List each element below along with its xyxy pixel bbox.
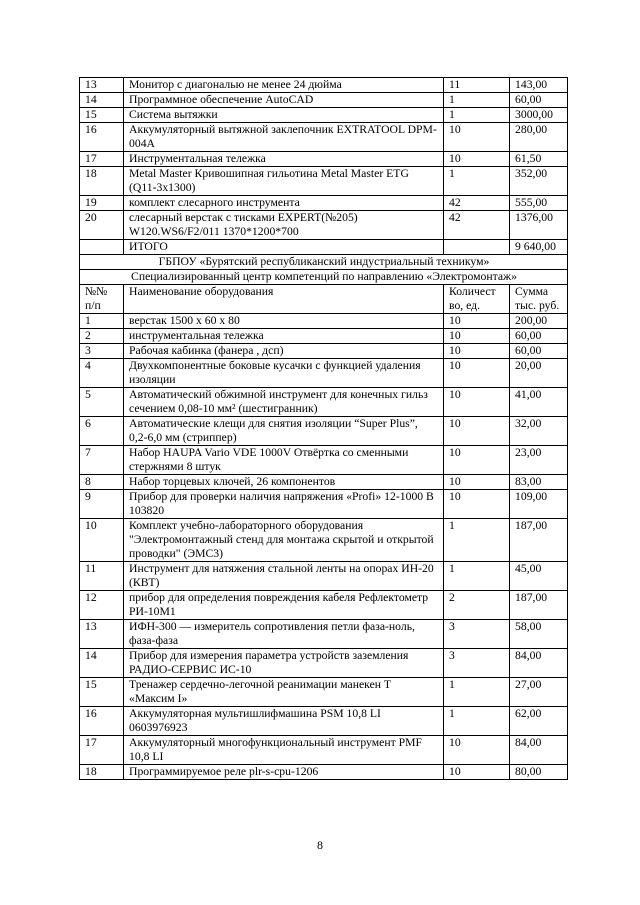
quantity: 3 bbox=[444, 620, 510, 649]
table-row bbox=[80, 475, 568, 490]
equipment-name: Монитор с диагональю не менее 24 дюйма bbox=[124, 78, 444, 93]
quantity: 10 bbox=[444, 490, 510, 519]
table-row bbox=[80, 707, 568, 736]
organization-title-row bbox=[80, 255, 568, 270]
equipment-name: комплект слесарного инструмента bbox=[124, 196, 444, 211]
table-row bbox=[80, 359, 568, 388]
table-row bbox=[80, 765, 568, 780]
equipment-name: Система вытяжки bbox=[124, 108, 444, 123]
quantity: 10 bbox=[444, 446, 510, 475]
row-number: 16 bbox=[80, 123, 124, 152]
table-row bbox=[80, 562, 568, 591]
quantity: 10 bbox=[444, 359, 510, 388]
equipment-name: Аккумуляторная мультишлифмашина PSM 10,8 LI 0603976923 bbox=[124, 707, 444, 736]
sum: 3000,00 bbox=[510, 108, 568, 123]
table-row bbox=[80, 490, 568, 519]
table-row bbox=[80, 649, 568, 678]
quantity: 1 bbox=[444, 519, 510, 562]
table-row bbox=[80, 519, 568, 562]
center-title-row bbox=[80, 270, 568, 285]
table-row bbox=[80, 344, 568, 359]
quantity: 10 bbox=[444, 344, 510, 359]
row-number: 8 bbox=[80, 475, 124, 490]
row-number: 11 bbox=[80, 562, 124, 591]
equipment-name: Автоматические клещи для снятия изоляции “Super Plus”, 0,2-6,0 мм (стриппер) bbox=[124, 417, 444, 446]
row-number: 16 bbox=[80, 707, 124, 736]
sum: 555,00 bbox=[510, 196, 568, 211]
header-quantity: Количест во, ед. bbox=[444, 285, 510, 314]
table-row bbox=[80, 388, 568, 417]
header-sum: Сумма тыс. руб. bbox=[510, 285, 568, 314]
table-row bbox=[80, 591, 568, 620]
quantity: 10 bbox=[444, 314, 510, 329]
row-number: 10 bbox=[80, 519, 124, 562]
row-number: 17 bbox=[80, 736, 124, 765]
table-row bbox=[80, 329, 568, 344]
quantity: 10 bbox=[444, 765, 510, 780]
sum: 352,00 bbox=[510, 167, 568, 196]
quantity: 42 bbox=[444, 196, 510, 211]
equipment-name: прибор для определения повреждения кабеля Рефлектометр РИ-10М1 bbox=[124, 591, 444, 620]
table-row bbox=[80, 314, 568, 329]
equipment-name: Инструмент для натяжения стальной ленты на опорах ИН-20 (КВТ) bbox=[124, 562, 444, 591]
sum: 109,00 bbox=[510, 490, 568, 519]
equipment-name: Аккумуляторный вытяжной заклепочник EXTRATOOL DPM-004A bbox=[124, 123, 444, 152]
table-row bbox=[80, 78, 568, 93]
sum: 1376,00 bbox=[510, 211, 568, 240]
row-number: 2 bbox=[80, 329, 124, 344]
equipment-name: Аккумуляторный многофункциональный инструмент PMF 10,8 LI bbox=[124, 736, 444, 765]
row-number: 1 bbox=[80, 314, 124, 329]
equipment-name: Рабочая кабинка (фанера , дсп) bbox=[124, 344, 444, 359]
quantity: 11 bbox=[444, 78, 510, 93]
table-row bbox=[80, 417, 568, 446]
equipment-name: Тренажер сердечно-легочной реанимации манекен Т «Максим I» bbox=[124, 678, 444, 707]
row-number: 14 bbox=[80, 649, 124, 678]
equipment-name: Программное обеспечение AutoCAD bbox=[124, 93, 444, 108]
equipment-name: верстак 1500 х 60 х 80 bbox=[124, 314, 444, 329]
row-number: 17 bbox=[80, 152, 124, 167]
table-row bbox=[80, 152, 568, 167]
sum: 60,00 bbox=[510, 344, 568, 359]
row-number: 3 bbox=[80, 344, 124, 359]
sum: 60,00 bbox=[510, 329, 568, 344]
quantity: 10 bbox=[444, 329, 510, 344]
sum: 45,00 bbox=[510, 562, 568, 591]
table-row bbox=[80, 736, 568, 765]
table-row bbox=[80, 678, 568, 707]
quantity: 1 bbox=[444, 167, 510, 196]
sum: 20,00 bbox=[510, 359, 568, 388]
row-number: 4 bbox=[80, 359, 124, 388]
page-number: 8 bbox=[317, 838, 323, 852]
equipment-table-body bbox=[80, 78, 568, 780]
equipment-name: слесарный верстак с тисками EXPERT(№205) W120.WS6/F2/011 1370*1200*700 bbox=[124, 211, 444, 240]
quantity: 1 bbox=[444, 678, 510, 707]
equipment-name: Комплект учебно-лабораторного оборудования "Электромонтажный стенд для монтажа скрытой и открытой проводки" (ЭМС3) bbox=[124, 519, 444, 562]
row-number: 5 bbox=[80, 388, 124, 417]
quantity: 10 bbox=[444, 417, 510, 446]
row-number: 13 bbox=[80, 620, 124, 649]
row-number: 18 bbox=[80, 765, 124, 780]
row-number: 15 bbox=[80, 108, 124, 123]
sum: 143,00 bbox=[510, 78, 568, 93]
sum: 62,00 bbox=[510, 707, 568, 736]
sum: 41,00 bbox=[510, 388, 568, 417]
equipment-table bbox=[79, 77, 568, 780]
sum: 32,00 bbox=[510, 417, 568, 446]
equipment-name: Прибор для измерения параметра устройств заземления РАДИО-СЕРВИС ИС-10 bbox=[124, 649, 444, 678]
sum: 280,00 bbox=[510, 123, 568, 152]
sum: 27,00 bbox=[510, 678, 568, 707]
row-number: 13 bbox=[80, 78, 124, 93]
sum: 58,00 bbox=[510, 620, 568, 649]
quantity: 3 bbox=[444, 649, 510, 678]
quantity: 42 bbox=[444, 211, 510, 240]
quantity: 2 bbox=[444, 591, 510, 620]
center-title: Специализированный центр компетенций по направлению «Электромонтаж» bbox=[80, 270, 568, 285]
row-number: 9 bbox=[80, 490, 124, 519]
table-row bbox=[80, 446, 568, 475]
sum: 200,00 bbox=[510, 314, 568, 329]
table-header-row bbox=[80, 285, 568, 314]
row-number: 15 bbox=[80, 678, 124, 707]
equipment-name: Прибор для проверки наличия напряжения «Profi» 12-1000 B 103820 bbox=[124, 490, 444, 519]
table-row bbox=[80, 108, 568, 123]
row-number: 18 bbox=[80, 167, 124, 196]
quantity: 1 bbox=[444, 108, 510, 123]
quantity: 1 bbox=[444, 93, 510, 108]
sum: 187,00 bbox=[510, 591, 568, 620]
quantity: 10 bbox=[444, 123, 510, 152]
sum: 84,00 bbox=[510, 736, 568, 765]
equipment-name: Набор HAUPA Vario VDE 1000V Отвёртка со сменными стержнями 8 штук bbox=[124, 446, 444, 475]
sum: 83,00 bbox=[510, 475, 568, 490]
equipment-name: Программируемое реле plr-s-cpu-1206 bbox=[124, 765, 444, 780]
equipment-name: Автоматический обжимной инструмент для конечных гильз сечением 0,08-10 мм² (шестигранник) bbox=[124, 388, 444, 417]
table-row bbox=[80, 123, 568, 152]
sum: 61,50 bbox=[510, 152, 568, 167]
total-empty-qty bbox=[444, 240, 510, 255]
equipment-name: Metal Master Кривошипная гильотина Metal Master ETG (Q11-3x1300) bbox=[124, 167, 444, 196]
row-number: 14 bbox=[80, 93, 124, 108]
table-row bbox=[80, 211, 568, 240]
equipment-name: Набор торцевых ключей, 26 компонентов bbox=[124, 475, 444, 490]
equipment-name: Двухкомпонентные боковые кусачки с функцией удаления изоляции bbox=[124, 359, 444, 388]
table-row bbox=[80, 620, 568, 649]
row-number: 12 bbox=[80, 591, 124, 620]
header-number: №№ п/п bbox=[80, 285, 124, 314]
row-number: 6 bbox=[80, 417, 124, 446]
row-number: 7 bbox=[80, 446, 124, 475]
sum: 80,00 bbox=[510, 765, 568, 780]
sum: 60,00 bbox=[510, 93, 568, 108]
total-row bbox=[80, 240, 568, 255]
total-sum: 9 640,00 bbox=[510, 240, 568, 255]
quantity: 1 bbox=[444, 707, 510, 736]
header-name: Наименование оборудования bbox=[124, 285, 444, 314]
sum: 187,00 bbox=[510, 519, 568, 562]
total-label: ИТОГО bbox=[124, 240, 444, 255]
quantity: 10 bbox=[444, 475, 510, 490]
table-row bbox=[80, 93, 568, 108]
row-number: 19 bbox=[80, 196, 124, 211]
quantity: 10 bbox=[444, 388, 510, 417]
quantity: 10 bbox=[444, 152, 510, 167]
table-row bbox=[80, 167, 568, 196]
row-number: 20 bbox=[80, 211, 124, 240]
table-row bbox=[80, 196, 568, 211]
total-empty-cell bbox=[80, 240, 124, 255]
quantity: 1 bbox=[444, 562, 510, 591]
equipment-name: инструментальная тележка bbox=[124, 329, 444, 344]
equipment-name: Инструментальная тележка bbox=[124, 152, 444, 167]
sum: 84,00 bbox=[510, 649, 568, 678]
organization-title: ГБПОУ «Бурятский республиканский индустриальный техникум» bbox=[80, 255, 568, 270]
equipment-name: ИФН-300 — измеритель сопротивления петли фаза-ноль, фаза-фаза bbox=[124, 620, 444, 649]
quantity: 10 bbox=[444, 736, 510, 765]
sum: 23,00 bbox=[510, 446, 568, 475]
